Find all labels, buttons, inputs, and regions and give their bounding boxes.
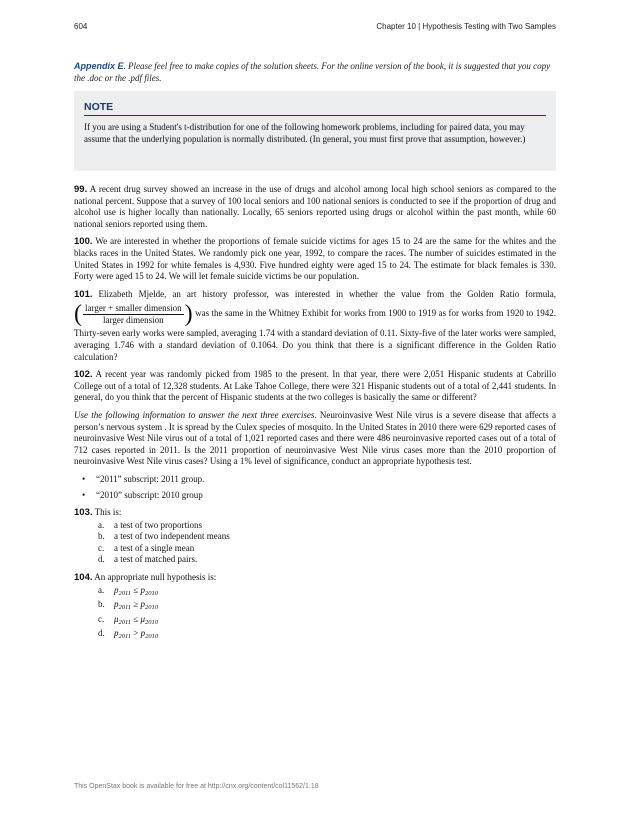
appendix-link[interactable]: Appendix E [74,61,124,71]
problem-104 [74,572,556,584]
chapter-title: Chapter 10 | Hypothesis Testing with Two Samples [376,22,556,31]
page-header [74,22,556,34]
option-item: b. $p_{2011} \ge p_{2010}$ [98,599,158,612]
intro-paragraph [74,60,556,84]
intro-text: . Please feel free to make copies of the solution sheets. For the online version of the book, it is suggested that you copy the .doc or the .pdf files. [74,61,551,83]
problem-101 [74,289,556,363]
problem-text: Elizabeth Mjelde, an art history professor, was interested in whether the value from the Golden Ratio formula, [92,288,556,299]
option-item: a. $p_{2011} \le p_{2010}$ [98,584,158,597]
fraction-numerator: larger + smaller dimension [85,302,182,313]
left-paren: ( [74,301,82,328]
problem-text: An appropriate null hypothesis is: [92,572,217,583]
problem-102 [74,369,556,404]
bullet-icon: • [82,490,86,501]
answer-options [74,520,556,566]
problem-number: 103. [74,507,93,519]
answer-options [74,585,556,643]
golden-ratio-formula [74,302,193,326]
option-item: d. $p_{2011} > p_{2010}$ [98,628,159,641]
page-number: 604 [74,22,88,31]
bullet-item: • “2011” subscript: 2011 group. [82,473,205,484]
problem-text-continued: was the same in the Whitney Exhibit for works from 1900 to 1919 as for works from 1920 to 1942. Thirty-seven early works were sampled, averaging 1.74 with a standard deviation of 0.11. Sixty-five of the later works were sampled, averaging 1.746 with a standard deviation of 0.1064. Do you think that there is a significant difference in the Golden Ratio calculation? [74,308,556,362]
bullet-icon: • [82,473,86,484]
bullet-item: • “2010” subscript: 2010 group [82,490,203,501]
problem-text: This is: [92,507,122,518]
option-item: b. a test of two independent means [98,531,230,542]
right-paren: ) [184,301,193,328]
problem-text: We are interested in whether the proportions of female suicide victims for ages 15 to 24 are the same for the whites and the blacks races in the United States. We randomly pick one year, 1992, to compare the races. The number of suicides estimated in the United States in 1992 for white females is 4,930. Five hundred eighty were aged 15 to 24. The estimate for black females is 330. Forty were aged 15 to 24. We will let female suicide victims be our population. [74,236,556,282]
context-lead: Use the following information to answer the next three exercises. [74,409,317,420]
problem-103 [74,507,556,519]
problem-number: 101. [74,288,93,300]
option-item: c. a test of a single mean [98,542,195,553]
note-divider [84,115,546,116]
note-title: NOTE [84,101,114,113]
fraction-denominator: larger dimension [103,314,164,325]
problem-100 [74,236,556,282]
exercise-list [74,184,556,649]
option-item: c. $\mu_{2011} \le \mu_{2010}$ [98,613,159,626]
note-body: If you are using a Student's t-distribution for one of the following homework problems, including for paired data, you may assume that the underlying population is normally distributed. (In general, you must first prove that assumption, however.) [84,122,526,144]
problem-99 [74,184,556,230]
problem-number: 104. [74,572,93,584]
problem-number: 102. [74,369,93,381]
problem-text: A recent drug survey showed an increase in the use of drugs and alcohol among local high school seniors as compared to the national percent. Suppose that a survey of 100 local seniors and 100 national seniors is conducted to see if the proportion of drug and alcohol use is higher locally than nationally. Locally, 65 seniors reported using drugs or alcohol within the past month, while 60 national seniors reported using them. [74,184,556,229]
problem-number: 100. [74,236,93,248]
problem-number: 99. [74,184,88,195]
context-paragraph [74,410,556,468]
page-footer[interactable]: This OpenStax book is available for free at http://cnx.org/content/col11562/1.18 [74,783,319,790]
problem-text: A recent year was randomly picked from 1985 to the present. In that year, there were 2,051 Hispanic students at Cabrillo College out of a total of 12,328 students. At Lake Tahoe College, there were 321 Hispanic students out of a total of 2,441 students. In general, do you think that the percent of Hispanic students at the two colleges is basically the same or different? [74,369,556,403]
context-text: Neuroinvasive West Nile virus is a severe disease that affects a person’s nervous system . It is spread by the Culex species of mosquito. In the United States in 2010 there were 629 reported cases of neuroinvasive West Nile virus out of a total of 1,021 reported cases and there were 486 neuroinvasive reported cases out of a total of 712 cases reported in 2011. Is the 2011 proportion of neuroinvasive West Nile virus cases more than the 2010 proportion of neuroinvasive West Nile virus cases? Using a 1% level of significance, conduct an appropriate hypothesis test. [74,409,556,467]
note-box [74,91,556,171]
option-item: a. a test of two proportions [98,519,202,530]
option-item: d. a test of matched pairs. [98,554,198,565]
